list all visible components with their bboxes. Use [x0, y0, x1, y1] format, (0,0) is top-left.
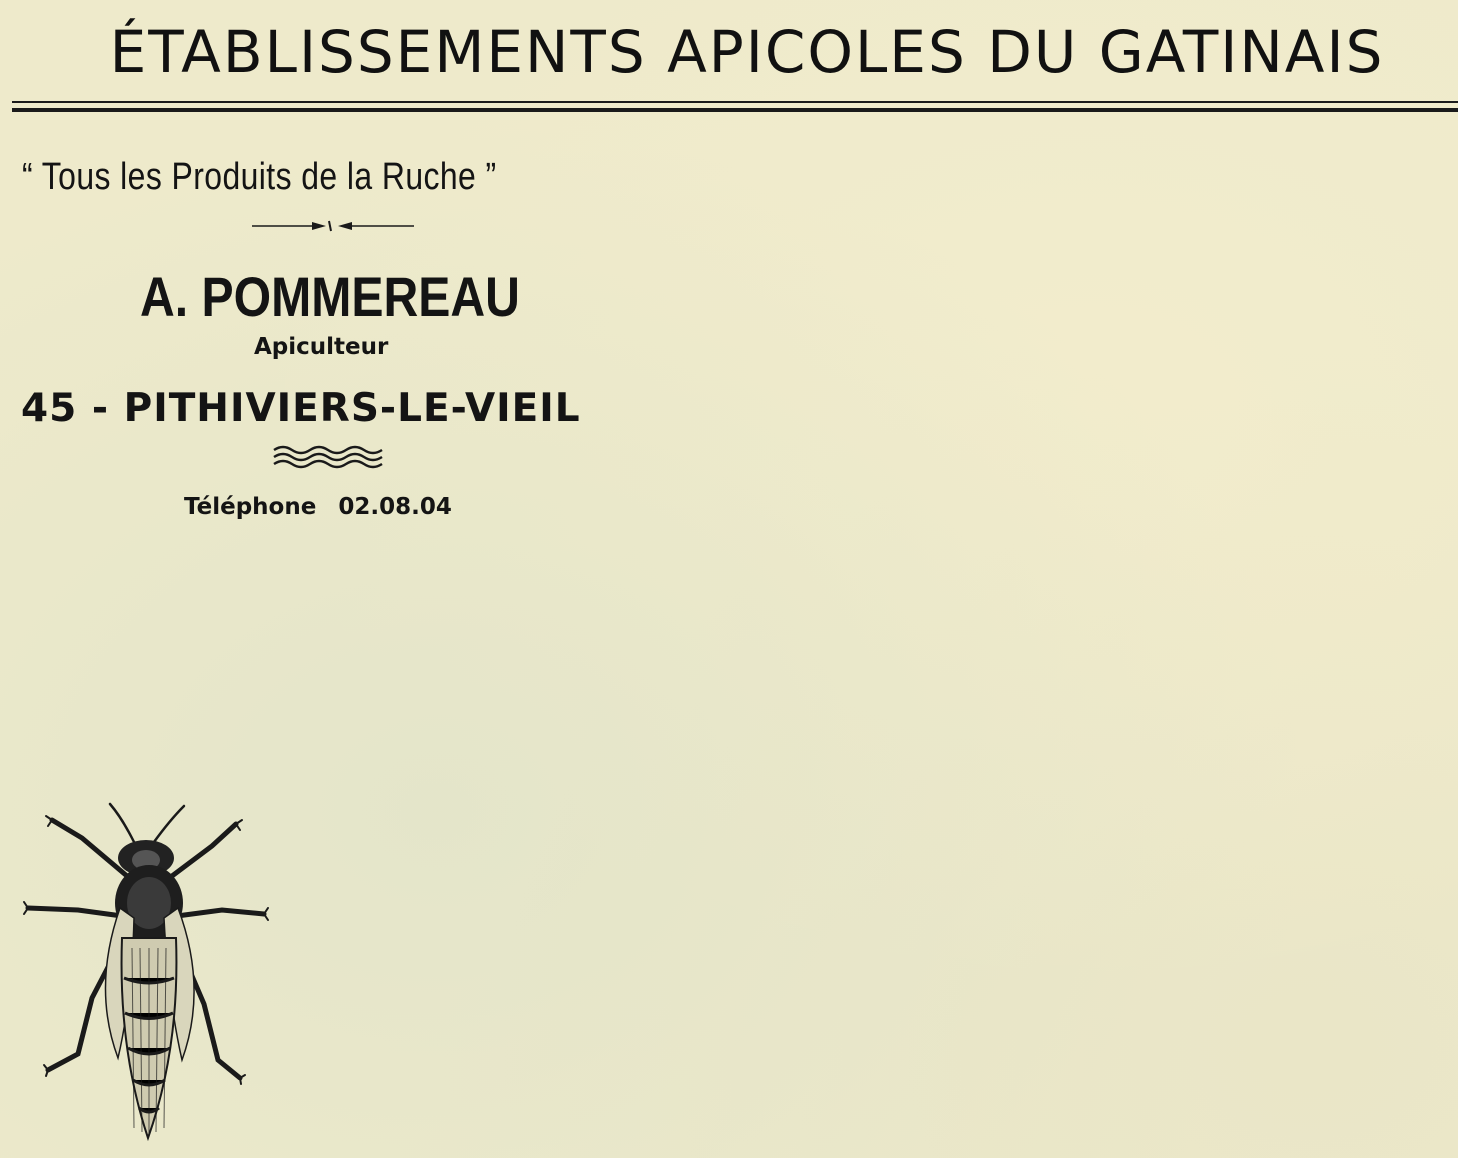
letterhead-heading: ÉTABLISSEMENTS APICOLES DU GATINAIS — [109, 18, 1385, 86]
header-rule-thick — [12, 108, 1458, 112]
bee-illustration-icon — [22, 798, 272, 1148]
phone-number: 02.08.04 — [338, 494, 452, 520]
phone-label: Téléphone — [184, 494, 317, 520]
address: 45 - PITHIVIERS-LE-VIEIL — [21, 386, 581, 431]
telephone — [184, 494, 452, 520]
header-rule-thin — [12, 101, 1458, 103]
owner-name: A. POMMEREAU — [140, 265, 520, 328]
motto: “ Tous les Produits de la Ruche ” — [22, 156, 497, 198]
profession: Apiculteur — [254, 334, 389, 360]
wave-divider-icon — [272, 444, 384, 470]
ornament-divider-icon — [252, 218, 414, 234]
